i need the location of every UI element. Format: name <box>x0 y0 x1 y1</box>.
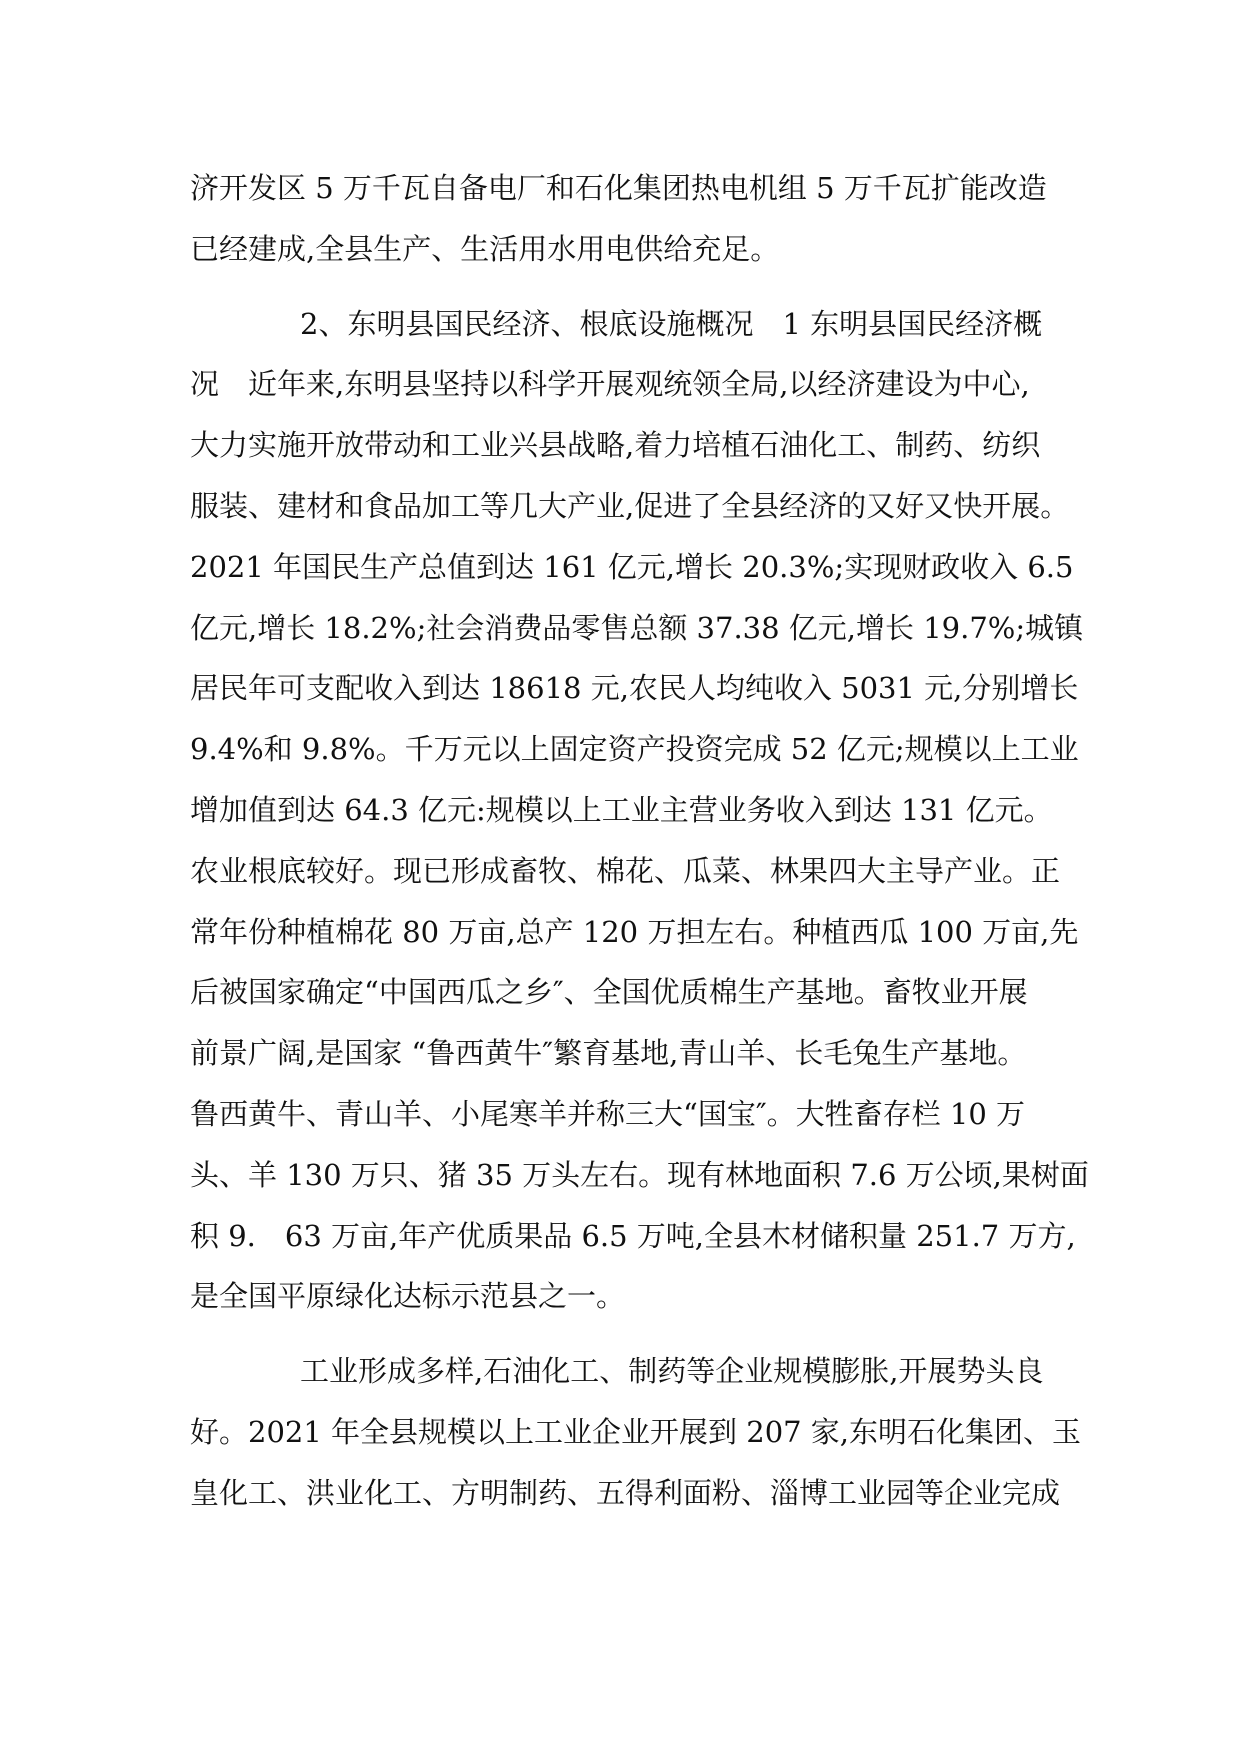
text-line: 头、羊 130 万只、猪 35 万头左右。现有林地面积 7.6 万公顷,果树面 <box>190 1157 1089 1192</box>
text-line: 9.4%和 9.8%。千万元以上固定资产投资完成 52 亿元;规模以上工业 <box>190 732 1079 767</box>
text-line: 常年份种植棉花 80 万亩,总产 120 万担左右。种植西瓜 100 万亩,先 <box>190 914 1079 949</box>
text-line: 服装、建材和食品加工等几大产业,促进了全县经济的又好又快开展。 <box>190 488 1070 523</box>
text-line: 前景广阔,是国家 “鲁西黄牛″繁育基地,青山羊、长毛兔生产基地。 <box>190 1036 1027 1071</box>
text-line: 后被国家确定“中国西瓜之乡″、全国优质棉生产基地。畜牧业开展 <box>190 975 1028 1010</box>
text-line: 居民年可支配收入到达 18618 元,农民人均纯收入 5031 元,分别增长 <box>190 671 1079 706</box>
text-line: 好。2021 年全县规模以上工业企业开展到 207 家,东明石化集团、玉 <box>190 1414 1082 1449</box>
text-line: 况 近年来,东明县坚持以科学开展观统领全局,以经济建设为中心, <box>190 367 1030 402</box>
text-line: 增加值到达 64.3 亿元:规模以上工业主营业务收入到达 131 亿元。 <box>190 792 1053 827</box>
section-heading-line: 2、东明县国民经济、根底设施概况 1 东明县国民经济概 <box>300 306 1043 341</box>
body-text <box>190 158 1089 1524</box>
text-line: 皇化工、洪业化工、方明制药、五得利面粉、淄博工业园等企业完成 <box>190 1475 1061 1510</box>
text-line: 大力实施开放带动和工业兴县战略,着力培植石油化工、制药、纺织 <box>190 428 1041 463</box>
text-line: 鲁西黄牛、青山羊、小尾寒羊并称三大“国宝″。大牲畜存栏 10 万 <box>190 1096 1025 1131</box>
text-line: 已经建成,全县生产、生活用水用电供给充足。 <box>190 231 780 266</box>
text-line: 农业根底较好。现已形成畜牧、棉花、瓜菜、林果四大主导产业。正 <box>190 853 1061 888</box>
text-line: 济开发区 5 万千瓦自备电厂和石化集团热电机组 5 万千瓦扩能改造 <box>190 171 1047 205</box>
text-line: 积 9. 63 万亩,年产优质果品 6.5 万吨,全县木材储积量 251.7 万方, <box>190 1218 1076 1253</box>
text-line: 是全国平原绿化达标示范县之一。 <box>190 1279 626 1314</box>
text-line: 亿元,增长 18.2%;社会消费品零售总额 37.38 亿元,增长 19.7%;城镇 <box>190 610 1084 645</box>
text-line: 2021 年国民生产总值到达 161 亿元,增长 20.3%;实现财政收入 6.5 <box>190 549 1074 584</box>
paragraph-start-line: 工业形成多样,石油化工、制药等企业规模膨胀,开展势头良 <box>300 1354 1044 1389</box>
